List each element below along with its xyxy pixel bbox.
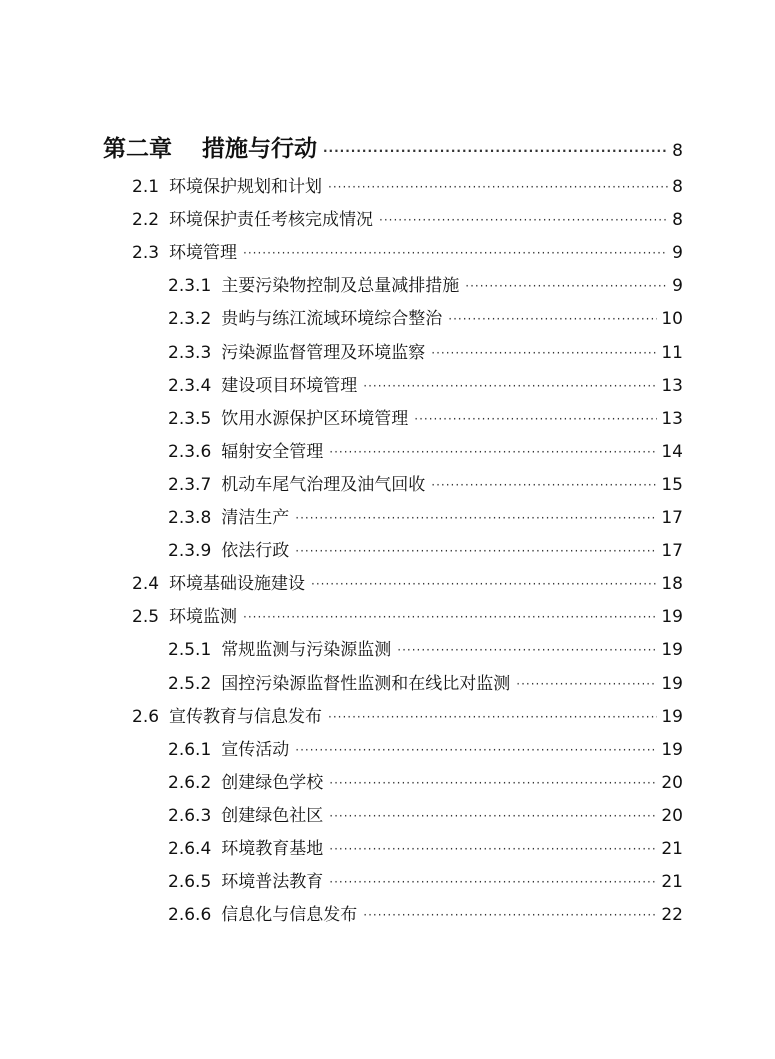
entry-title: 建设项目环境管理 [221, 375, 358, 396]
dot-leader [516, 669, 657, 699]
toc-entry[interactable] [168, 338, 683, 368]
entry-title: 环境基础设施建设 [169, 574, 306, 595]
toc-entry[interactable] [168, 867, 683, 897]
entry-page-number: 19 [661, 607, 683, 628]
entry-title: 宣传活动 [221, 739, 290, 760]
entry-number: 2.5.2 [168, 673, 212, 694]
entry-number: 2.6 [132, 706, 160, 727]
toc-chapter-heading[interactable] [103, 134, 683, 164]
entry-number: 2.5.1 [168, 640, 212, 661]
dot-leader [243, 238, 668, 268]
entry-title: 环境管理 [169, 243, 238, 264]
entry-page-number: 19 [661, 739, 683, 760]
toc-entry[interactable] [168, 735, 683, 765]
toc-entry[interactable] [168, 470, 683, 500]
toc-entry[interactable] [168, 768, 683, 798]
entry-number: 2.3.4 [168, 375, 212, 396]
entry-title: 环境保护规划和计划 [169, 177, 323, 197]
entry-title: 环境监测 [169, 607, 238, 628]
dot-leader [329, 437, 657, 467]
entry-title: 环境教育基地 [221, 839, 324, 859]
entry-title: 清洁生产 [221, 508, 290, 528]
dot-leader [329, 801, 657, 831]
entry-page-number: 21 [661, 872, 683, 893]
dot-leader [295, 503, 657, 533]
entry-number: 2.3.2 [168, 309, 212, 330]
entry-title: 宣传教育与信息发布 [169, 706, 323, 727]
entry-page-number: 19 [661, 706, 683, 727]
entry-number: 2.2 [132, 210, 160, 231]
entry-number: 2.3.9 [168, 541, 212, 562]
entry-page-number: 18 [661, 574, 683, 595]
dot-leader [414, 404, 657, 434]
entry-page-number: 20 [661, 805, 683, 826]
chapter-page-number: 8 [672, 141, 683, 161]
toc-entry[interactable] [168, 635, 683, 665]
toc-entry[interactable] [168, 801, 683, 831]
entry-page-number: 19 [661, 673, 683, 694]
entry-number: 2.3.3 [168, 342, 212, 363]
entry-page-number: 17 [661, 541, 683, 562]
toc-entry[interactable] [168, 503, 683, 533]
entry-title: 污染源监督管理及环境监察 [221, 342, 426, 363]
entry-title: 环境普法教育 [221, 872, 324, 893]
dot-leader [431, 338, 657, 368]
toc-entry[interactable] [132, 238, 683, 268]
entry-number: 2.3.5 [168, 408, 212, 429]
dot-leader [311, 569, 657, 599]
entry-title: 创建绿色社区 [221, 805, 324, 826]
entry-page-number: 11 [661, 342, 683, 363]
entry-title: 信息化与信息发布 [221, 905, 358, 926]
dot-leader [295, 536, 657, 566]
entry-page-number: 9 [672, 243, 683, 264]
entry-page-number: 17 [661, 508, 683, 528]
toc-entry[interactable] [132, 205, 683, 235]
entry-title: 机动车尾气治理及油气回收 [221, 474, 426, 495]
dot-leader [465, 271, 668, 301]
entry-page-number: 22 [661, 905, 683, 926]
entry-number: 2.5 [132, 607, 160, 628]
dot-leader [397, 635, 657, 665]
entry-number: 2.6.5 [168, 872, 212, 893]
entry-page-number: 8 [672, 210, 683, 231]
dot-leader [329, 834, 657, 864]
entry-title: 辐射安全管理 [221, 441, 324, 462]
entry-number: 2.3.7 [168, 474, 212, 495]
entry-page-number: 20 [661, 772, 683, 793]
entry-number: 2.6.1 [168, 739, 212, 760]
toc-entry[interactable] [132, 602, 683, 632]
entry-number: 2.3.6 [168, 441, 212, 462]
toc-entry[interactable] [168, 669, 683, 699]
entry-number: 2.3.8 [168, 508, 212, 528]
entry-number: 2.1 [132, 177, 160, 197]
entry-number: 2.6.2 [168, 772, 212, 793]
toc-entry[interactable] [132, 569, 683, 599]
entry-number: 2.6.4 [168, 839, 212, 859]
entry-page-number: 9 [672, 276, 683, 297]
toc-entry[interactable] [168, 404, 683, 434]
toc-entry[interactable] [168, 536, 683, 566]
entry-page-number: 14 [661, 441, 683, 462]
dot-leader [328, 702, 657, 732]
entry-number: 2.3 [132, 243, 160, 264]
toc-entry[interactable] [168, 371, 683, 401]
dot-leader [295, 735, 657, 765]
entry-page-number: 8 [672, 177, 683, 197]
entry-title: 创建绿色学校 [221, 772, 324, 793]
entry-page-number: 13 [661, 375, 683, 396]
entry-number: 2.6.6 [168, 905, 212, 926]
entry-page-number: 13 [661, 408, 683, 429]
toc-entry[interactable] [132, 702, 683, 732]
dot-leader [363, 371, 657, 401]
toc-entry[interactable] [168, 437, 683, 467]
entry-title: 贵屿与练江流域环境综合整治 [221, 309, 443, 330]
entry-page-number: 19 [661, 640, 683, 661]
entry-page-number: 10 [661, 309, 683, 330]
toc-entry[interactable] [168, 900, 683, 930]
dot-leader [379, 205, 668, 235]
entry-number: 2.3.1 [168, 276, 212, 297]
chapter-number: 第二章 [103, 136, 172, 162]
chapter-title: 措施与行动 [202, 136, 317, 162]
dot-leader [431, 470, 657, 500]
entry-page-number: 15 [661, 474, 683, 495]
dot-leader [323, 136, 668, 166]
dot-leader [243, 602, 657, 632]
entry-title: 主要污染物控制及总量减排措施 [221, 276, 460, 297]
entry-title: 依法行政 [221, 541, 290, 562]
entry-number: 2.4 [132, 574, 160, 595]
dot-leader [448, 304, 657, 334]
toc-entry[interactable] [168, 271, 683, 301]
entry-title: 饮用水源保护区环境管理 [221, 408, 409, 429]
toc-entry[interactable] [132, 172, 683, 202]
toc-entry[interactable] [168, 834, 683, 864]
entry-page-number: 21 [661, 839, 683, 859]
entry-title: 常规监测与污染源监测 [221, 640, 392, 661]
dot-leader [329, 768, 657, 798]
entry-title: 国控污染源监督性监测和在线比对监测 [221, 673, 511, 694]
entry-number: 2.6.3 [168, 805, 212, 826]
entry-title: 环境保护责任考核完成情况 [169, 210, 374, 231]
dot-leader [329, 867, 657, 897]
dot-leader [328, 172, 668, 202]
dot-leader [363, 900, 657, 930]
toc-entry[interactable] [168, 304, 683, 334]
